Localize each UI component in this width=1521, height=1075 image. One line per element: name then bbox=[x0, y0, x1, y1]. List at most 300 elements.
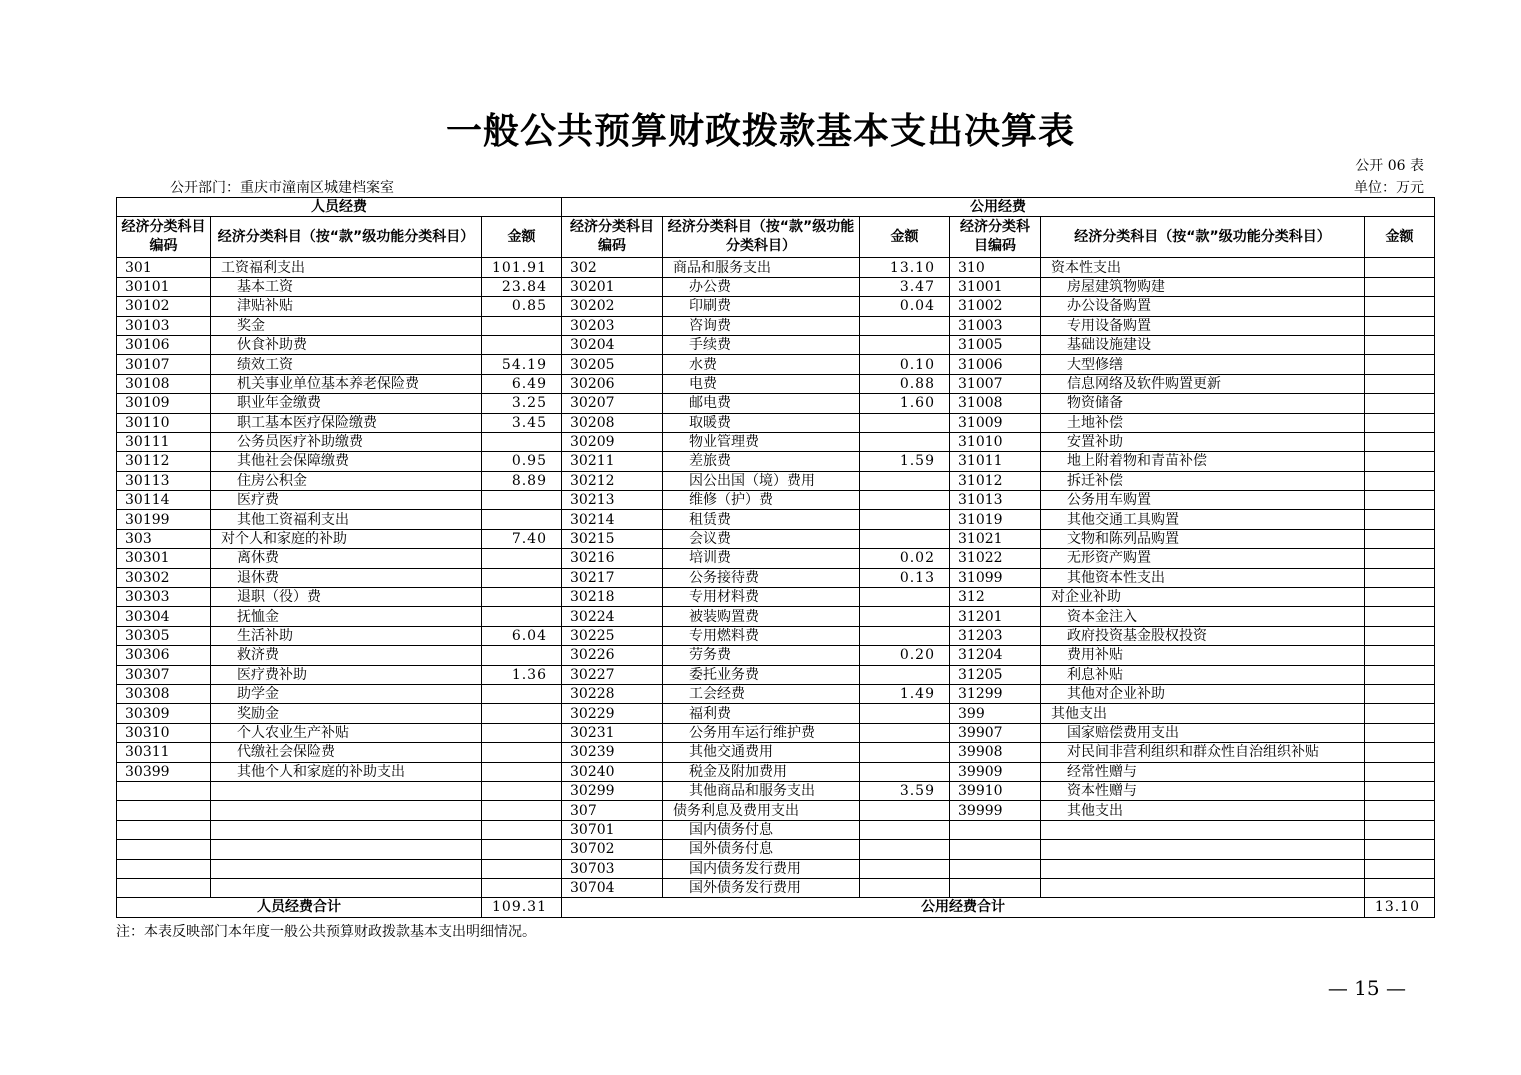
capital-amount bbox=[1365, 704, 1435, 723]
goods-item: 差旅费 bbox=[663, 452, 860, 471]
personnel-code: 30109 bbox=[117, 394, 211, 413]
table-row bbox=[117, 316, 1435, 335]
goods-code: 30209 bbox=[562, 432, 663, 451]
capital-item: 土地补偿 bbox=[1041, 413, 1365, 432]
goods-amount bbox=[860, 335, 950, 354]
personnel-code: 30303 bbox=[117, 588, 211, 607]
capital-amount bbox=[1365, 432, 1435, 451]
capital-item: 公务用车购置 bbox=[1041, 491, 1365, 510]
goods-code: 30239 bbox=[562, 743, 663, 762]
table-row bbox=[117, 607, 1435, 626]
capital-item: 无形资产购置 bbox=[1041, 549, 1365, 568]
personnel-amount bbox=[482, 762, 562, 781]
goods-code: 30226 bbox=[562, 646, 663, 665]
goods-amount bbox=[860, 840, 950, 859]
personnel-code: 30306 bbox=[117, 646, 211, 665]
goods-code: 30205 bbox=[562, 355, 663, 374]
capital-code: 31013 bbox=[950, 491, 1041, 510]
goods-code: 30214 bbox=[562, 510, 663, 529]
personnel-item bbox=[211, 878, 482, 897]
table-row bbox=[117, 665, 1435, 684]
personnel-item: 抚恤金 bbox=[211, 607, 482, 626]
header-amount: 金额 bbox=[482, 217, 562, 258]
goods-amount bbox=[860, 704, 950, 723]
personnel-amount: 23.84 bbox=[482, 277, 562, 296]
goods-amount: 0.10 bbox=[860, 355, 950, 374]
page-number: — 15 — bbox=[1327, 976, 1406, 1000]
personnel-item: 奖励金 bbox=[211, 704, 482, 723]
capital-amount bbox=[1365, 277, 1435, 296]
public-total-amount: 13.10 bbox=[1365, 898, 1435, 917]
capital-code: 31008 bbox=[950, 394, 1041, 413]
capital-item: 文物和陈列品购置 bbox=[1041, 529, 1365, 548]
goods-item: 取暖费 bbox=[663, 413, 860, 432]
personnel-item: 退职（役）费 bbox=[211, 588, 482, 607]
goods-code: 30702 bbox=[562, 840, 663, 859]
goods-item: 税金及附加费用 bbox=[663, 762, 860, 781]
goods-item: 专用燃料费 bbox=[663, 626, 860, 645]
personnel-item: 生活补助 bbox=[211, 626, 482, 645]
public-total-label: 公用经费合计 bbox=[562, 898, 1365, 917]
capital-code: 312 bbox=[950, 588, 1041, 607]
capital-item: 其他交通工具购置 bbox=[1041, 510, 1365, 529]
personnel-item: 助学金 bbox=[211, 684, 482, 703]
header-name: 经济分类科目（按“款”级功能分类科目） bbox=[211, 217, 482, 258]
goods-item: 因公出国（境）费用 bbox=[663, 471, 860, 490]
personnel-item bbox=[211, 859, 482, 878]
goods-code: 30701 bbox=[562, 820, 663, 839]
capital-amount bbox=[1365, 743, 1435, 762]
capital-item: 物资储备 bbox=[1041, 394, 1365, 413]
personnel-amount: 101.91 bbox=[482, 258, 562, 277]
personnel-amount bbox=[482, 781, 562, 800]
capital-code: 31012 bbox=[950, 471, 1041, 490]
goods-code: 30208 bbox=[562, 413, 663, 432]
personnel-amount bbox=[482, 549, 562, 568]
personnel-code: 30304 bbox=[117, 607, 211, 626]
goods-amount: 13.10 bbox=[860, 258, 950, 277]
goods-code: 30207 bbox=[562, 394, 663, 413]
table-row bbox=[117, 762, 1435, 781]
goods-amount bbox=[860, 762, 950, 781]
capital-code: 39907 bbox=[950, 723, 1041, 742]
goods-amount bbox=[860, 859, 950, 878]
personnel-amount bbox=[482, 646, 562, 665]
capital-item: 资本性支出 bbox=[1041, 258, 1365, 277]
capital-amount bbox=[1365, 665, 1435, 684]
table-row bbox=[117, 626, 1435, 645]
capital-code: 31299 bbox=[950, 684, 1041, 703]
goods-amount: 0.13 bbox=[860, 568, 950, 587]
footnote: 注：本表反映部门本年度一般公共预算财政拨款基本支出明细情况。 bbox=[116, 924, 536, 940]
goods-item: 办公费 bbox=[663, 277, 860, 296]
table-row bbox=[117, 510, 1435, 529]
personnel-amount bbox=[482, 335, 562, 354]
personnel-item: 绩效工资 bbox=[211, 355, 482, 374]
capital-amount bbox=[1365, 529, 1435, 548]
personnel-code: 30310 bbox=[117, 723, 211, 742]
capital-item bbox=[1041, 820, 1365, 839]
table-number: 公开 06 表 bbox=[1355, 158, 1424, 174]
capital-amount bbox=[1365, 646, 1435, 665]
totals-row bbox=[117, 898, 1435, 917]
goods-item: 租赁费 bbox=[663, 510, 860, 529]
personnel-code: 30305 bbox=[117, 626, 211, 645]
section-personnel-header: 人员经费 bbox=[117, 198, 562, 217]
personnel-code: 30307 bbox=[117, 665, 211, 684]
capital-amount bbox=[1365, 820, 1435, 839]
goods-amount bbox=[860, 510, 950, 529]
capital-code: 31002 bbox=[950, 297, 1041, 316]
personnel-amount: 6.49 bbox=[482, 374, 562, 393]
table-row bbox=[117, 704, 1435, 723]
capital-item: 信息网络及软件购置更新 bbox=[1041, 374, 1365, 393]
table-row bbox=[117, 723, 1435, 742]
capital-code bbox=[950, 878, 1041, 897]
goods-code: 30216 bbox=[562, 549, 663, 568]
goods-item: 印刷费 bbox=[663, 297, 860, 316]
header-amount: 金额 bbox=[860, 217, 950, 258]
capital-item: 经常性赠与 bbox=[1041, 762, 1365, 781]
goods-amount bbox=[860, 471, 950, 490]
goods-item: 水费 bbox=[663, 355, 860, 374]
personnel-code: 30301 bbox=[117, 549, 211, 568]
personnel-code bbox=[117, 878, 211, 897]
goods-item: 邮电费 bbox=[663, 394, 860, 413]
personnel-amount: 7.40 bbox=[482, 529, 562, 548]
personnel-amount bbox=[482, 316, 562, 335]
capital-amount bbox=[1365, 859, 1435, 878]
header-code: 经济分类科目编码 bbox=[117, 217, 211, 258]
header-amount: 金额 bbox=[1365, 217, 1435, 258]
capital-code: 39910 bbox=[950, 781, 1041, 800]
capital-amount bbox=[1365, 413, 1435, 432]
personnel-amount: 0.85 bbox=[482, 297, 562, 316]
capital-amount bbox=[1365, 471, 1435, 490]
capital-amount bbox=[1365, 878, 1435, 897]
goods-item: 物业管理费 bbox=[663, 432, 860, 451]
goods-item: 其他交通费用 bbox=[663, 743, 860, 762]
goods-code: 307 bbox=[562, 801, 663, 820]
personnel-code: 30309 bbox=[117, 704, 211, 723]
personnel-code: 30302 bbox=[117, 568, 211, 587]
personnel-amount bbox=[482, 840, 562, 859]
goods-code: 30229 bbox=[562, 704, 663, 723]
capital-item: 大型修缮 bbox=[1041, 355, 1365, 374]
personnel-code: 30107 bbox=[117, 355, 211, 374]
personnel-item: 代缴社会保险费 bbox=[211, 743, 482, 762]
goods-item: 委托业务费 bbox=[663, 665, 860, 684]
capital-amount bbox=[1365, 781, 1435, 800]
table-row bbox=[117, 801, 1435, 820]
capital-code bbox=[950, 820, 1041, 839]
personnel-amount bbox=[482, 704, 562, 723]
capital-item bbox=[1041, 878, 1365, 897]
goods-code: 30202 bbox=[562, 297, 663, 316]
capital-amount bbox=[1365, 626, 1435, 645]
personnel-item: 奖金 bbox=[211, 316, 482, 335]
capital-item: 其他对企业补助 bbox=[1041, 684, 1365, 703]
personnel-item: 基本工资 bbox=[211, 277, 482, 296]
goods-item: 国外债务发行费用 bbox=[663, 878, 860, 897]
page-title: 一般公共预算财政拨款基本支出决算表 bbox=[445, 111, 1075, 152]
personnel-item: 机关事业单位基本养老保险费 bbox=[211, 374, 482, 393]
goods-item: 电费 bbox=[663, 374, 860, 393]
personnel-item bbox=[211, 840, 482, 859]
table-row bbox=[117, 529, 1435, 548]
personnel-code: 30399 bbox=[117, 762, 211, 781]
capital-code: 31022 bbox=[950, 549, 1041, 568]
table-row bbox=[117, 646, 1435, 665]
table-row bbox=[117, 413, 1435, 432]
capital-amount bbox=[1365, 355, 1435, 374]
table-row bbox=[117, 840, 1435, 859]
personnel-item: 医疗费补助 bbox=[211, 665, 482, 684]
personnel-code: 30101 bbox=[117, 277, 211, 296]
goods-amount bbox=[860, 413, 950, 432]
personnel-item: 职业年金缴费 bbox=[211, 394, 482, 413]
capital-code: 31009 bbox=[950, 413, 1041, 432]
personnel-item: 其他个人和家庭的补助支出 bbox=[211, 762, 482, 781]
goods-item: 咨询费 bbox=[663, 316, 860, 335]
personnel-code bbox=[117, 840, 211, 859]
goods-code: 30240 bbox=[562, 762, 663, 781]
goods-code: 30212 bbox=[562, 471, 663, 490]
goods-amount: 1.59 bbox=[860, 452, 950, 471]
goods-code: 30201 bbox=[562, 277, 663, 296]
capital-code: 31201 bbox=[950, 607, 1041, 626]
personnel-amount bbox=[482, 723, 562, 742]
unit-label: 单位：万元 bbox=[1354, 180, 1424, 196]
personnel-amount: 1.36 bbox=[482, 665, 562, 684]
goods-amount bbox=[860, 432, 950, 451]
personnel-amount: 8.89 bbox=[482, 471, 562, 490]
capital-code: 31006 bbox=[950, 355, 1041, 374]
personnel-amount bbox=[482, 588, 562, 607]
capital-item: 资本金注入 bbox=[1041, 607, 1365, 626]
goods-item: 专用材料费 bbox=[663, 588, 860, 607]
capital-code: 31205 bbox=[950, 665, 1041, 684]
capital-amount bbox=[1365, 801, 1435, 820]
goods-amount bbox=[860, 665, 950, 684]
personnel-item bbox=[211, 781, 482, 800]
goods-code: 30213 bbox=[562, 491, 663, 510]
personnel-code: 30113 bbox=[117, 471, 211, 490]
capital-amount bbox=[1365, 491, 1435, 510]
capital-item: 资本性赠与 bbox=[1041, 781, 1365, 800]
capital-code: 399 bbox=[950, 704, 1041, 723]
goods-amount bbox=[860, 607, 950, 626]
capital-item: 利息补贴 bbox=[1041, 665, 1365, 684]
capital-item: 拆迁补偿 bbox=[1041, 471, 1365, 490]
capital-item: 地上附着物和青苗补偿 bbox=[1041, 452, 1365, 471]
personnel-amount bbox=[482, 491, 562, 510]
goods-amount: 3.59 bbox=[860, 781, 950, 800]
personnel-item: 住房公积金 bbox=[211, 471, 482, 490]
goods-code: 302 bbox=[562, 258, 663, 277]
goods-amount bbox=[860, 743, 950, 762]
personnel-item: 其他社会保障缴费 bbox=[211, 452, 482, 471]
goods-amount bbox=[860, 588, 950, 607]
personnel-item: 津贴补贴 bbox=[211, 297, 482, 316]
personnel-code: 30108 bbox=[117, 374, 211, 393]
capital-amount bbox=[1365, 316, 1435, 335]
table-body bbox=[117, 258, 1435, 898]
capital-code: 39999 bbox=[950, 801, 1041, 820]
capital-amount bbox=[1365, 723, 1435, 742]
capital-item: 其他资本性支出 bbox=[1041, 568, 1365, 587]
capital-code bbox=[950, 859, 1041, 878]
goods-item: 国外债务付息 bbox=[663, 840, 860, 859]
personnel-amount: 54.19 bbox=[482, 355, 562, 374]
personnel-code: 30110 bbox=[117, 413, 211, 432]
personnel-amount bbox=[482, 510, 562, 529]
capital-item: 其他支出 bbox=[1041, 801, 1365, 820]
goods-amount bbox=[860, 529, 950, 548]
capital-item: 对民间非营利组织和群众性自治组织补贴 bbox=[1041, 743, 1365, 762]
goods-amount: 0.20 bbox=[860, 646, 950, 665]
personnel-code bbox=[117, 781, 211, 800]
capital-item: 国家赔偿费用支出 bbox=[1041, 723, 1365, 742]
personnel-amount: 3.25 bbox=[482, 394, 562, 413]
capital-item: 费用补贴 bbox=[1041, 646, 1365, 665]
goods-amount bbox=[860, 626, 950, 645]
capital-code: 31001 bbox=[950, 277, 1041, 296]
department-label: 公开部门：重庆市潼南区城建档案室 bbox=[170, 180, 394, 196]
capital-code: 310 bbox=[950, 258, 1041, 277]
goods-item: 商品和服务支出 bbox=[663, 258, 860, 277]
goods-code: 30204 bbox=[562, 335, 663, 354]
capital-item: 专用设备购置 bbox=[1041, 316, 1365, 335]
capital-item: 政府投资基金股权投资 bbox=[1041, 626, 1365, 645]
goods-amount: 0.04 bbox=[860, 297, 950, 316]
table-row bbox=[117, 277, 1435, 296]
goods-amount bbox=[860, 820, 950, 839]
personnel-code bbox=[117, 801, 211, 820]
table-row bbox=[117, 878, 1435, 897]
capital-amount bbox=[1365, 684, 1435, 703]
personnel-item: 离休费 bbox=[211, 549, 482, 568]
capital-item: 其他支出 bbox=[1041, 704, 1365, 723]
goods-item: 公务用车运行维护费 bbox=[663, 723, 860, 742]
goods-code: 30217 bbox=[562, 568, 663, 587]
capital-code bbox=[950, 840, 1041, 859]
goods-amount bbox=[860, 801, 950, 820]
goods-item: 培训费 bbox=[663, 549, 860, 568]
table-row bbox=[117, 471, 1435, 490]
personnel-amount bbox=[482, 607, 562, 626]
goods-code: 30224 bbox=[562, 607, 663, 626]
goods-amount: 0.02 bbox=[860, 549, 950, 568]
personnel-amount: 3.45 bbox=[482, 413, 562, 432]
personnel-item bbox=[211, 820, 482, 839]
table-row bbox=[117, 297, 1435, 316]
table-row bbox=[117, 549, 1435, 568]
personnel-code: 30111 bbox=[117, 432, 211, 451]
goods-item: 工会经费 bbox=[663, 684, 860, 703]
table-row bbox=[117, 588, 1435, 607]
capital-amount bbox=[1365, 510, 1435, 529]
personnel-amount bbox=[482, 801, 562, 820]
capital-amount bbox=[1365, 297, 1435, 316]
capital-code: 31007 bbox=[950, 374, 1041, 393]
personnel-item: 对个人和家庭的补助 bbox=[211, 529, 482, 548]
capital-item: 办公设备购置 bbox=[1041, 297, 1365, 316]
personnel-item: 公务员医疗补助缴费 bbox=[211, 432, 482, 451]
capital-code: 39908 bbox=[950, 743, 1041, 762]
table-row bbox=[117, 743, 1435, 762]
capital-amount bbox=[1365, 588, 1435, 607]
personnel-code: 30106 bbox=[117, 335, 211, 354]
goods-code: 30218 bbox=[562, 588, 663, 607]
table-row bbox=[117, 394, 1435, 413]
capital-code: 31099 bbox=[950, 568, 1041, 587]
goods-code: 30228 bbox=[562, 684, 663, 703]
capital-amount bbox=[1365, 335, 1435, 354]
header-code: 经济分类科目编码 bbox=[562, 217, 663, 258]
personnel-item: 职工基本医疗保险缴费 bbox=[211, 413, 482, 432]
goods-code: 30299 bbox=[562, 781, 663, 800]
table-row bbox=[117, 432, 1435, 451]
personnel-code: 30311 bbox=[117, 743, 211, 762]
table-row bbox=[117, 374, 1435, 393]
goods-amount: 1.49 bbox=[860, 684, 950, 703]
personnel-code: 30102 bbox=[117, 297, 211, 316]
table-row bbox=[117, 568, 1435, 587]
personnel-amount bbox=[482, 432, 562, 451]
goods-code: 30215 bbox=[562, 529, 663, 548]
capital-amount bbox=[1365, 258, 1435, 277]
personnel-amount: 0.95 bbox=[482, 452, 562, 471]
personnel-code bbox=[117, 859, 211, 878]
capital-amount bbox=[1365, 840, 1435, 859]
personnel-item: 个人农业生产补贴 bbox=[211, 723, 482, 742]
capital-item: 房屋建筑物购建 bbox=[1041, 277, 1365, 296]
goods-item: 其他商品和服务支出 bbox=[663, 781, 860, 800]
goods-code: 30225 bbox=[562, 626, 663, 645]
capital-amount bbox=[1365, 549, 1435, 568]
capital-code: 31010 bbox=[950, 432, 1041, 451]
personnel-code: 301 bbox=[117, 258, 211, 277]
table-row bbox=[117, 335, 1435, 354]
personnel-item: 伙食补助费 bbox=[211, 335, 482, 354]
capital-code: 31204 bbox=[950, 646, 1041, 665]
goods-item: 被装购置费 bbox=[663, 607, 860, 626]
goods-item: 手续费 bbox=[663, 335, 860, 354]
capital-amount bbox=[1365, 568, 1435, 587]
capital-item: 基础设施建设 bbox=[1041, 335, 1365, 354]
capital-item: 对企业补助 bbox=[1041, 588, 1365, 607]
goods-amount: 0.88 bbox=[860, 374, 950, 393]
goods-code: 30203 bbox=[562, 316, 663, 335]
capital-code: 31203 bbox=[950, 626, 1041, 645]
personnel-amount bbox=[482, 568, 562, 587]
header-code: 经济分类科目编码 bbox=[950, 217, 1041, 258]
goods-item: 会议费 bbox=[663, 529, 860, 548]
capital-code: 39909 bbox=[950, 762, 1041, 781]
table-row bbox=[117, 684, 1435, 703]
personnel-item: 医疗费 bbox=[211, 491, 482, 510]
goods-code: 30703 bbox=[562, 859, 663, 878]
goods-code: 30227 bbox=[562, 665, 663, 684]
personnel-amount: 6.04 bbox=[482, 626, 562, 645]
table-row bbox=[117, 820, 1435, 839]
personnel-code bbox=[117, 820, 211, 839]
goods-code: 30704 bbox=[562, 878, 663, 897]
capital-item bbox=[1041, 840, 1365, 859]
table-row bbox=[117, 355, 1435, 374]
goods-item: 维修（护）费 bbox=[663, 491, 860, 510]
